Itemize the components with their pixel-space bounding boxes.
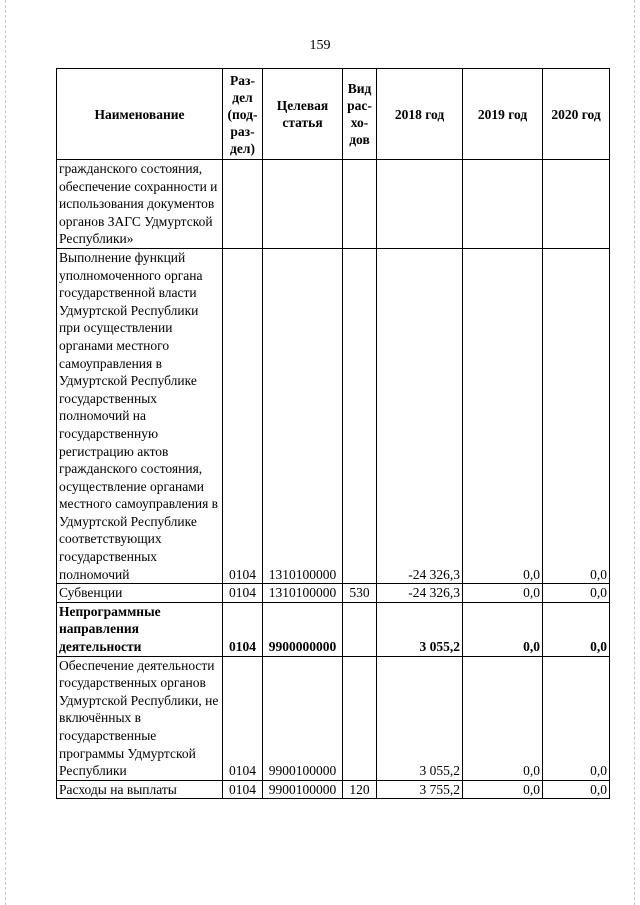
table-row xyxy=(57,248,610,583)
cell-2019: 0,0 xyxy=(463,602,543,656)
page-edge-right xyxy=(634,0,635,905)
cell-target: 9900100000 xyxy=(263,656,343,780)
table-header-row xyxy=(57,69,610,160)
table-row xyxy=(57,584,610,603)
cell-target: 9900000000 xyxy=(263,602,343,656)
cell-section: 0104 xyxy=(223,248,263,583)
header-2018: 2018 год xyxy=(377,69,463,160)
cell-type xyxy=(343,602,377,656)
cell-target xyxy=(263,160,343,249)
cell-2018: 3 755,2 xyxy=(377,780,463,799)
cell-name: Непрограммные направления деятельности xyxy=(57,602,223,656)
cell-2018: -24 326,3 xyxy=(377,248,463,583)
cell-name: Выполнение функций уполномоченного органа государственной власти Удмуртской Республики при осуществлении органами местного самоуправления в Удмуртской Республике государственных полномочий на государственную регистрацию актов гражданского состояния, осуществление органами местного самоуправления в Удмуртской Республике соответствующих государственных полномочий xyxy=(57,248,223,583)
page-number: 159 xyxy=(309,38,331,53)
cell-2020 xyxy=(543,160,610,249)
cell-2018: -24 326,3 xyxy=(377,584,463,603)
cell-name: Обеспечение деятельности государственных органов Удмуртской Республики, не включённых в государственные программы Удмуртской Республики xyxy=(57,656,223,780)
header-type: Вид рас- хо- дов xyxy=(343,69,377,160)
table-row xyxy=(57,780,610,799)
cell-type xyxy=(343,248,377,583)
cell-section xyxy=(223,160,263,249)
table-row xyxy=(57,656,610,780)
cell-type xyxy=(343,160,377,249)
cell-2019: 0,0 xyxy=(463,248,543,583)
header-2019: 2019 год xyxy=(463,69,543,160)
table-row xyxy=(57,160,610,249)
header-target: Целевая статья xyxy=(263,69,343,160)
header-section: Раз- дел (под- раз- дел) xyxy=(223,69,263,160)
cell-section: 0104 xyxy=(223,656,263,780)
cell-2019: 0,0 xyxy=(463,656,543,780)
cell-2018 xyxy=(377,160,463,249)
cell-2019 xyxy=(463,160,543,249)
cell-2020: 0,0 xyxy=(543,602,610,656)
cell-name: Субвенции xyxy=(57,584,223,603)
cell-2020: 0,0 xyxy=(543,780,610,799)
cell-target: 1310100000 xyxy=(263,248,343,583)
header-name: Наименование xyxy=(57,69,223,160)
cell-2018: 3 055,2 xyxy=(377,602,463,656)
table-row xyxy=(57,602,610,656)
page-edge-left xyxy=(5,0,6,905)
cell-section: 0104 xyxy=(223,602,263,656)
cell-target: 1310100000 xyxy=(263,584,343,603)
cell-target: 9900100000 xyxy=(263,780,343,799)
cell-section: 0104 xyxy=(223,780,263,799)
cell-2019: 0,0 xyxy=(463,584,543,603)
cell-name: Расходы на выплаты xyxy=(57,780,223,799)
cell-2020: 0,0 xyxy=(543,248,610,583)
cell-name: гражданского состояния, обеспечение сохранности и использования документов органов ЗАГС Удмуртской Республики» xyxy=(57,160,223,249)
budget-table xyxy=(56,68,610,799)
header-2020: 2020 год xyxy=(543,69,610,160)
cell-section: 0104 xyxy=(223,584,263,603)
cell-type xyxy=(343,656,377,780)
cell-2020: 0,0 xyxy=(543,584,610,603)
cell-type: 530 xyxy=(343,584,377,603)
cell-2018: 3 055,2 xyxy=(377,656,463,780)
cell-type: 120 xyxy=(343,780,377,799)
cell-2019: 0,0 xyxy=(463,780,543,799)
cell-2020: 0,0 xyxy=(543,656,610,780)
